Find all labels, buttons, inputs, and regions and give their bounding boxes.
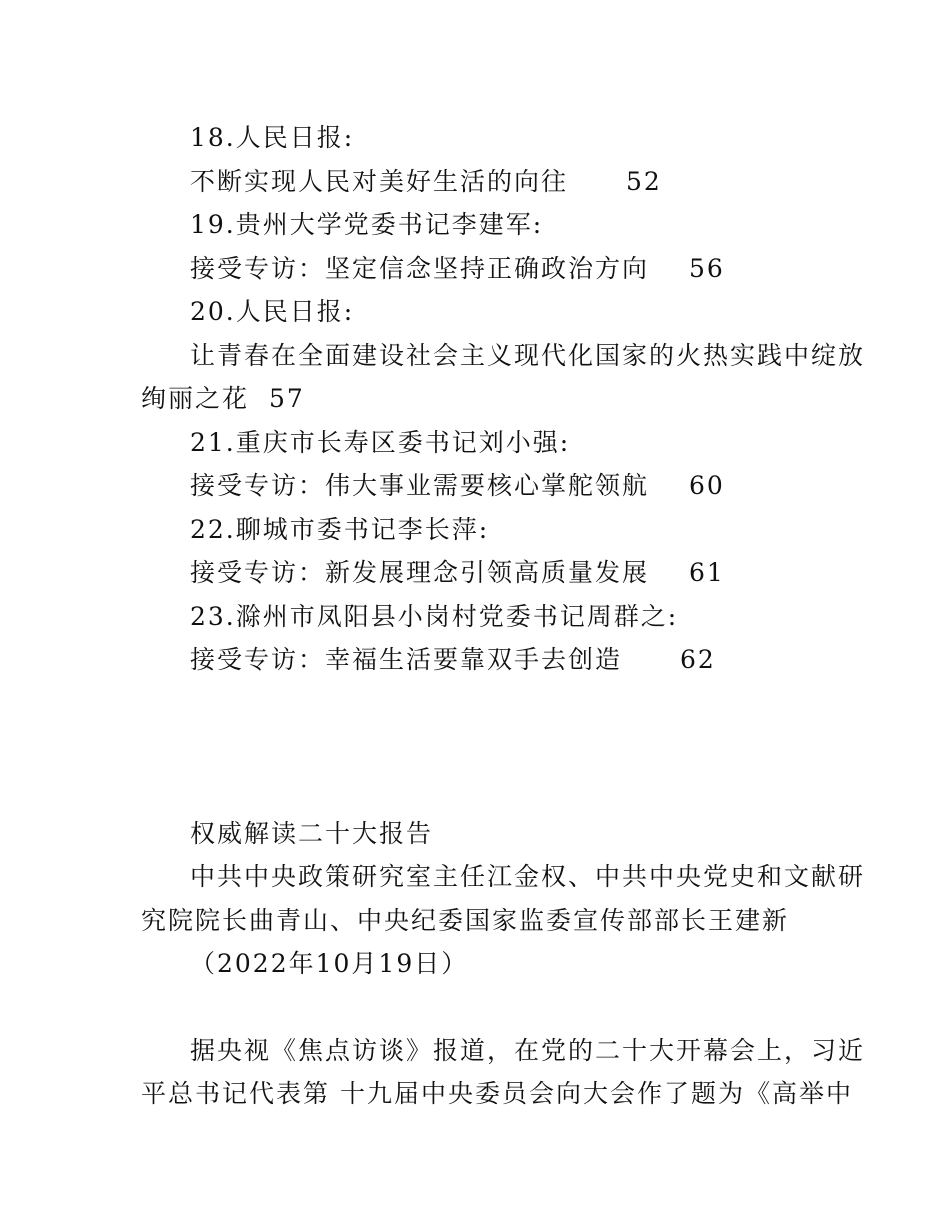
toc-entry-title-text: 接受专访：幸福生活要靠双手去创造 <box>190 645 623 674</box>
toc-page-number: 60 <box>688 471 725 500</box>
toc-page-number: 57 <box>268 384 305 413</box>
toc-entry-22-heading: 22.聊城市委书记李长萍: <box>190 515 490 544</box>
toc-entry-18-heading: 18.人民日报: <box>190 123 355 152</box>
toc-page-number: 61 <box>688 558 725 587</box>
article-date: （2022年10月19日） <box>190 949 469 978</box>
section-title: 权威解读二十大报告 <box>190 819 434 848</box>
toc-entry-title-text: 接受专访：坚定信念坚持正确政治方向 <box>190 254 650 283</box>
authors-line2: 究院院长曲青山、中央纪委国家监委宣传部部长王建新 <box>141 906 790 935</box>
body-paragraph-line1: 据央视《焦点访谈》报道，在党的二十大开幕会上，习近 <box>190 1036 866 1065</box>
toc-entry-23-heading: 23.滁州市凤阳县小岗村党委书记周群之: <box>190 602 679 631</box>
toc-page-number: 56 <box>688 254 725 283</box>
toc-entry-title-text: 接受专访：新发展理念引领高质量发展 <box>190 558 650 587</box>
toc-entry-19-heading: 19.贵州大学党委书记李建军: <box>190 210 544 239</box>
toc-entry-23-title <box>190 645 716 675</box>
toc-entry-22-title <box>190 558 725 588</box>
toc-page-number: 52 <box>625 167 662 196</box>
toc-entry-20-title-line1: 让青春在全面建设社会主义现代化国家的火热实践中绽放 <box>190 341 866 370</box>
toc-entry-19-title <box>190 254 725 284</box>
toc-entry-title-text: 不断实现人民对美好生活的向往 <box>190 167 569 196</box>
toc-entry-20-title-line2 <box>141 384 305 414</box>
authors-line1: 中共中央政策研究室主任江金权、中共中央党史和文献研 <box>190 862 866 891</box>
toc-page-number: 62 <box>679 645 716 674</box>
toc-entry-18-title <box>190 167 662 197</box>
toc-entry-title-text: 绚丽之花 <box>141 384 250 413</box>
toc-entry-21-title <box>190 471 725 501</box>
toc-entry-21-heading: 21.重庆市长寿区委书记刘小强: <box>190 428 571 457</box>
toc-entry-title-text: 接受专访：伟大事业需要核心掌舵领航 <box>190 471 650 500</box>
toc-entry-20-heading: 20.人民日报: <box>190 297 355 326</box>
body-paragraph-line2: 平总书记代表第 十九届中央委员会向大会作了题为《高举中 <box>141 1079 853 1108</box>
